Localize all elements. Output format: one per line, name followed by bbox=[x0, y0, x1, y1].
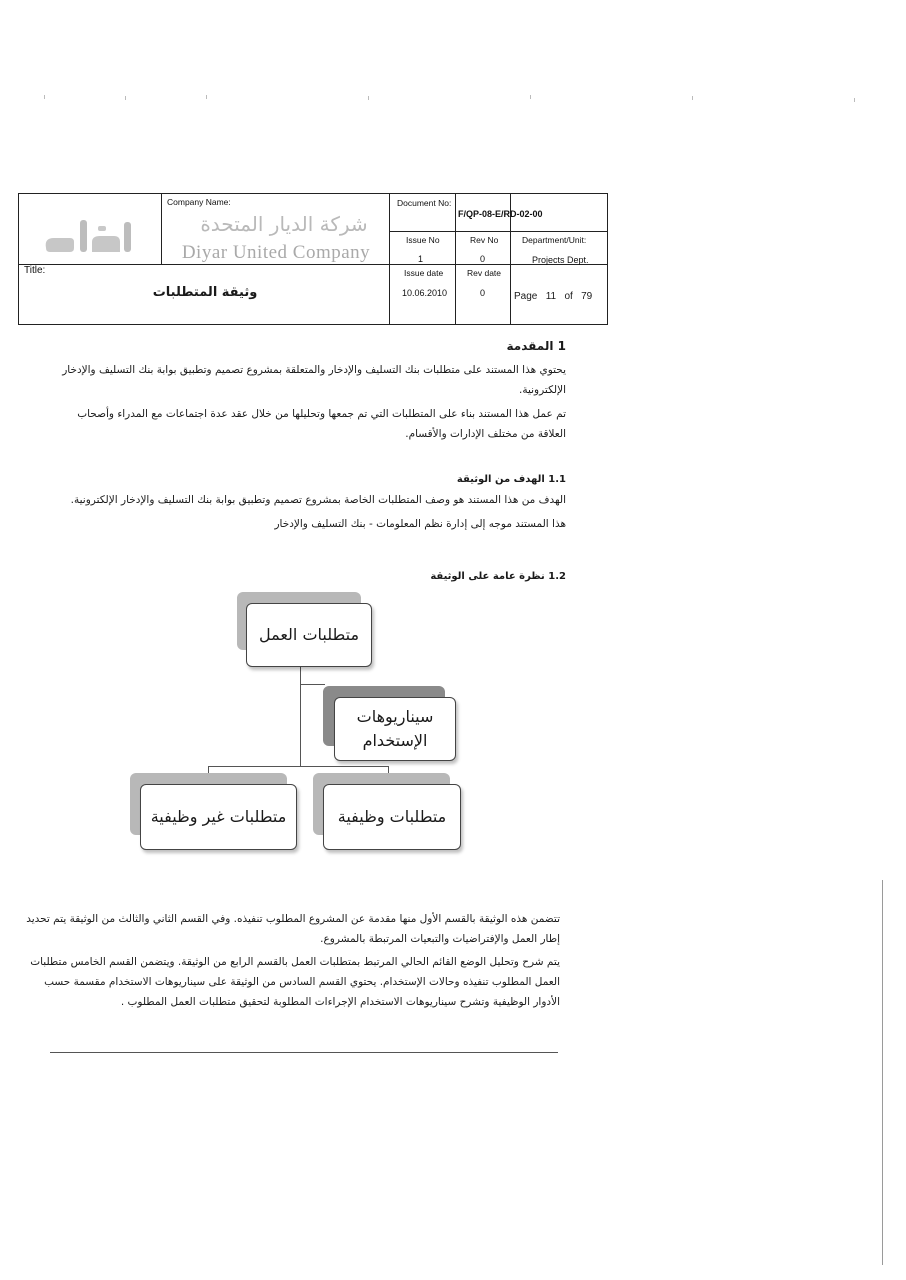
page-total: 79 bbox=[581, 291, 593, 302]
document-no-label: Document No: bbox=[397, 198, 452, 208]
section-1-1-paragraph bbox=[26, 490, 566, 534]
page-of: of bbox=[564, 291, 573, 302]
overview-paragraph-2 bbox=[20, 952, 560, 1012]
text-line: يحتوي هذا المستند على متطلبات بنك التسليف والإدخار والمتعلقة بمشروع تصميم وتطبيق بوابة بنك التسليف والإدخار bbox=[62, 364, 566, 376]
text-line: هذا المستند موجه إلى إدارة نظم المعلومات - بنك التسليف والإدخار bbox=[274, 518, 566, 530]
company-name-arabic: شركة الديار المتحدة bbox=[200, 212, 368, 236]
text-line: العلاقة من مختلف الإدارات والأقسام. bbox=[405, 428, 566, 440]
scan-edge-line bbox=[882, 880, 883, 1265]
node-text-line: الإستخدام bbox=[362, 731, 428, 750]
footer-rule bbox=[50, 1052, 558, 1053]
department-value: Projects Dept. bbox=[532, 255, 589, 265]
company-logo-icon bbox=[40, 212, 138, 258]
section-1-paragraph-1 bbox=[46, 360, 566, 400]
scan-mark bbox=[44, 95, 45, 99]
issue-no-value: 1 bbox=[418, 254, 424, 264]
text-line: الهدف من هذا المستند هو وصف المتطلبات الخاصة بمشروع تصميم وتطبيق بوابة بنك التسليف والإدخار الإلكترونية. bbox=[70, 494, 566, 506]
text-line: العمل المطلوب تنفيذه وحالات الإستخدام. يحتوي القسم السادس من الوثيقة على سيناريوهات الاستخدام مقسمة حسب bbox=[44, 976, 560, 988]
issue-date-label: Issue date bbox=[404, 268, 444, 278]
diagram-node-functional-requirements: متطلبات وظيفية bbox=[323, 784, 461, 850]
scan-mark bbox=[206, 95, 207, 99]
text-line: إطار العمل والإفتراضيات والتبعيات المرتبطة بالمشروع. bbox=[320, 933, 560, 945]
title-label: Title: bbox=[24, 265, 46, 276]
scan-mark bbox=[125, 96, 126, 100]
rev-date-value: 0 bbox=[480, 288, 486, 298]
scan-mark bbox=[692, 96, 693, 100]
overview-paragraph-1 bbox=[20, 909, 560, 949]
diagram-connector bbox=[300, 666, 301, 684]
section-1-1-heading: 1.1 الهدف من الوثيقة bbox=[456, 474, 566, 485]
node-text-line: سيناريوهات bbox=[356, 707, 434, 726]
rev-no-label: Rev No bbox=[470, 235, 499, 245]
scan-mark bbox=[854, 98, 855, 102]
section-1-paragraph-2 bbox=[46, 404, 566, 444]
company-name-english: Diyar United Company bbox=[181, 242, 371, 263]
rev-no-value: 0 bbox=[480, 254, 486, 264]
scan-mark bbox=[368, 96, 369, 100]
diagram-connector bbox=[208, 766, 388, 767]
company-name-label: Company Name: bbox=[167, 197, 231, 207]
page-indicator bbox=[514, 291, 592, 302]
issue-no-label: Issue No bbox=[406, 235, 440, 245]
diagram-node-use-case-scenarios bbox=[334, 697, 456, 761]
diagram-connector bbox=[300, 684, 301, 766]
page-current: 11 bbox=[545, 291, 557, 302]
scan-mark bbox=[530, 95, 531, 99]
diagram-node-non-functional-requirements: متطلبات غير وظيفية bbox=[140, 784, 297, 850]
issue-date-value: 10.06.2010 bbox=[402, 288, 448, 298]
rev-date-label: Rev date bbox=[467, 268, 502, 278]
page-label: Page bbox=[514, 291, 538, 302]
text-line: الإلكترونية. bbox=[519, 384, 566, 396]
diagram-node-business-requirements: متطلبات العمل bbox=[246, 603, 372, 667]
section-1-heading: 1 المقدمة bbox=[506, 339, 566, 353]
text-line: تم عمل هذا المستند بناء على المتطلبات التي تم جمعها وتحليلها من خلال عقد عدة اجتماعات مع المدراء وأصحاب bbox=[77, 408, 566, 420]
document-title: وثيقة المتطلبات bbox=[152, 285, 258, 300]
department-label: Department/Unit: bbox=[522, 235, 587, 245]
text-line: تتضمن هذه الوثيقة بالقسم الأول منها مقدمة عن المشروع المطلوب تنفيذه. وفي القسم الثاني والثالث من الوثيقة يتم تحديد bbox=[26, 913, 560, 925]
section-1-2-heading: 1.2 نظرة عامة على الوثيقة bbox=[430, 571, 566, 582]
diagram-connector bbox=[300, 684, 325, 685]
text-line: يتم شرح وتحليل الوضع القائم الحالي المرتبط بمتطلبات العمل بالقسم الرابع من الوثيقة. ويتضمن القسم الخامس متطلبات bbox=[30, 956, 560, 968]
document-no-value: F/QP-08-E/RD-02-00 bbox=[458, 209, 543, 219]
text-line: الأدوار الوظيفية وتشرح سيناريوهات الاستخدام الإجراءات المطلوبة لتحقيق متطلبات العمل المطلوب . bbox=[120, 996, 560, 1008]
